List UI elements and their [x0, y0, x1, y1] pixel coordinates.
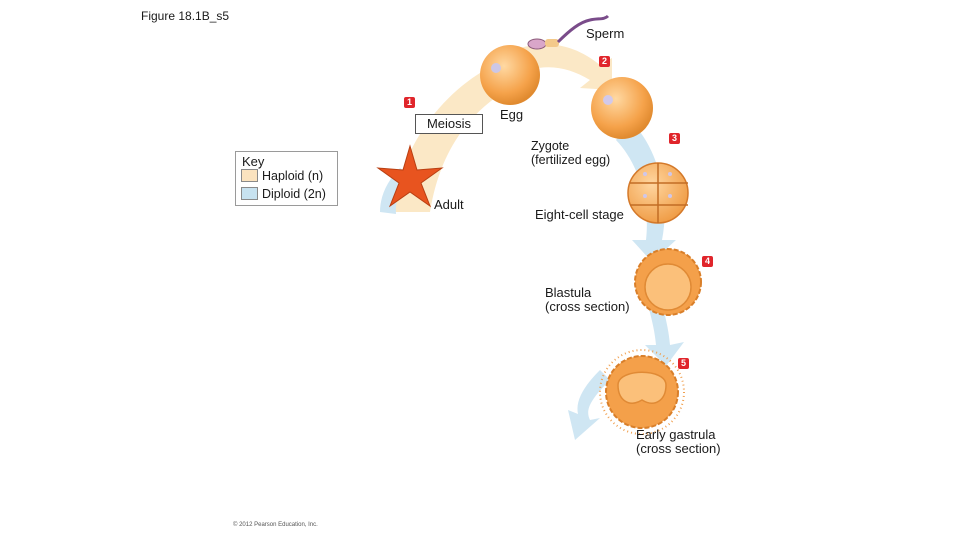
step-badge-2: 2	[599, 56, 610, 67]
gastrula-label: Early gastrula	[636, 427, 716, 442]
step-badge-1: 1	[404, 97, 415, 108]
copyright-notice: © 2012 Pearson Education, Inc.	[233, 522, 318, 528]
eight-cell-illustration	[628, 163, 688, 223]
adult-label: Adult	[434, 197, 464, 212]
sperm-label: Sperm	[586, 26, 625, 41]
egg-label: Egg	[500, 107, 524, 122]
diploid-arrow-lower	[568, 370, 610, 440]
eight-cell-label: Eight-cell stage	[535, 207, 624, 222]
legend-key	[235, 151, 338, 206]
haploid-label: Haploid (n)	[262, 169, 324, 183]
zygote-sublabel: (fertilized egg)	[531, 153, 611, 167]
step-badge-5: 5	[678, 358, 689, 369]
gastrula-illustration	[600, 350, 684, 434]
zygote-label: Zygote	[531, 139, 570, 153]
meiosis-label: Meiosis	[415, 114, 483, 134]
blastula-illustration	[635, 249, 701, 315]
blastula-sublabel: (cross section)	[545, 299, 630, 314]
legend-title: Key	[242, 154, 265, 169]
diploid-swatch	[241, 187, 258, 200]
step-badge-3: 3	[669, 133, 680, 144]
egg-illustration	[480, 45, 540, 105]
zygote-illustration	[591, 77, 653, 139]
haploid-swatch	[241, 169, 258, 182]
gastrula-sublabel: (cross section)	[636, 441, 721, 456]
blastula-label: Blastula	[545, 285, 592, 300]
step-badge-4: 4	[702, 256, 713, 267]
figure-title: Figure 18.1B_s5	[141, 9, 230, 23]
diploid-label: Diploid (2n)	[262, 187, 326, 201]
